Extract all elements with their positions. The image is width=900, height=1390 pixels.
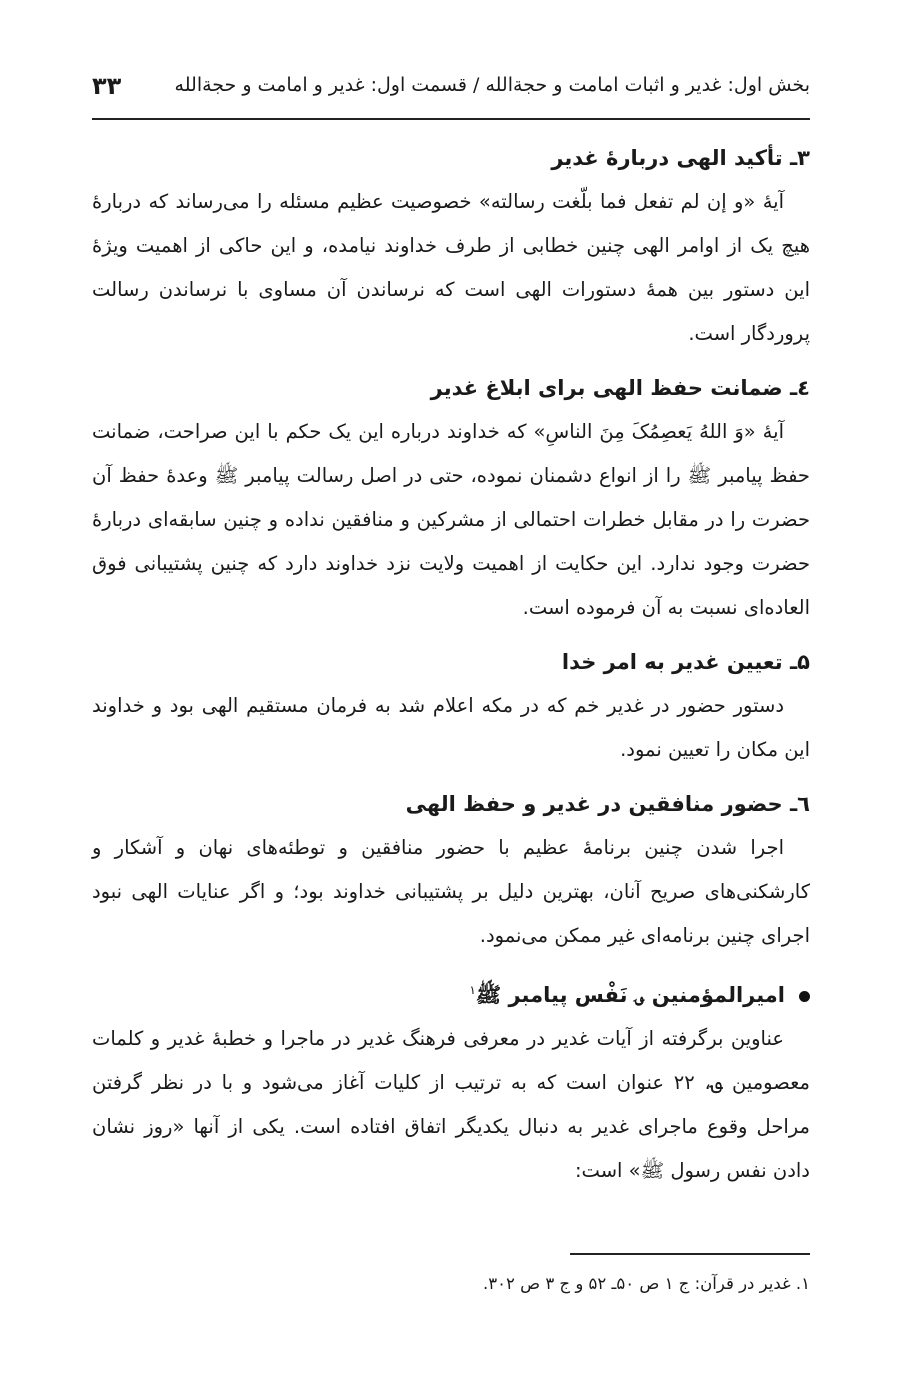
section-heading-3: ۳ـ تأکید الهی دربارۀ غدیر	[551, 146, 810, 170]
paragraph-text: آیۀ «وَ اللهُ یَعصِمُکَ مِنَ الناسِ» که خداوند درباره این یک حکم با این صراحت، ضمانت حفظ پیامبر ﷺ را از انواع دشمنان نموده، حتی در اصل رسالت پیامبر ﷺ وعدۀ حفظ آن حضرت را در مقابل خطرات احتمالی از مشرکین و منافقین نداده و چنین سابقه‌ای دربارۀ حضرت وجود ندارد. این حکایت از اهمیت ولایت نزد خداوند دارد که چنین پشتیبانی فوق العاده‌ای نسبت به آن فرموده است.	[92, 420, 810, 619]
page-number: ۳۳	[92, 72, 122, 100]
paragraph-text: آیۀ «و إن لم تفعل فما بلّغت رسالته» خصوصیت عظیم مسئله را می‌رساند که دربارۀ هیچ یک از اوامر الهی چنین خطابی از طرف خداوند نیامده، و این حاکی از اهمیت ویژۀ این دستور بین همۀ دستورات الهی است که نرساندن آن مساوی با نرساندن رسالت پروردگار است.	[92, 190, 810, 345]
section-heading-6: ٦ـ حضور منافقین در غدیر و حفظ الهی	[405, 792, 810, 816]
bullet-title: امیرالمؤمنین ؈ نَفْس پیامبر ﷺ	[475, 983, 785, 1007]
paragraph-text: عناوین برگرفته از آیات غدیر در معرفی فرهنگ غدیر در ماجرا و خطبۀ غدیر و کلمات معصومین ؈، ۲۲ عنوان است که به ترتیب از کلیات آغاز می‌شود و با در نظر گرفتن مراحل وقوع ماجرای غدیر به دنبال یکدیگر اتفاق افتاده است. یکی از آنها «روز نشان دادن نفس رسول ﷺ» است:	[92, 1027, 810, 1182]
page-body	[92, 138, 810, 1205]
section-paragraph-3	[92, 180, 810, 356]
section-paragraph-6	[92, 826, 810, 958]
paragraph-text: اجرا شدن چنین برنامۀ عظیم با حضور منافقین و توطئه‌های نهان و آشکار و کارشکنی‌های صریح آنان، بهترین دلیل بر پشتیبانی خداوند بود؛ و اگر عنایات الهی نبود اجرای چنین برنامه‌ای غیر ممکن می‌نمود.	[92, 836, 810, 947]
bullet-icon	[799, 991, 810, 1002]
footnote-divider	[570, 1253, 810, 1255]
running-head: بخش اول: غدیر و اثبات امامت و حجةالله / قسمت اول: غدیر و امامت و حجةالله	[174, 74, 810, 96]
bullet-heading	[92, 970, 810, 1015]
section-paragraph-5	[92, 684, 810, 772]
footnote: ۱. غدیر در قرآن: ج ۱ ص ۵۰ـ ۵۲ و ج ۳ ص ۳۰۲.	[483, 1274, 810, 1293]
section-paragraph-4	[92, 410, 810, 630]
bullet-paragraph	[92, 1017, 810, 1193]
paragraph-text: دستور حضور در غدیر خم که در مکه اعلام شد به فرمان مستقیم الهی بود و خداوند این مکان را تعیین نمود.	[92, 694, 810, 761]
section-heading-4: ٤ـ ضمانت حفظ الهی برای ابلاغ غدیر	[430, 376, 810, 400]
section-heading-5: ۵ـ تعیین غدیر به امر خدا	[561, 650, 810, 674]
page-header	[92, 70, 810, 120]
footnote-reference[interactable]: ۱	[469, 983, 476, 997]
